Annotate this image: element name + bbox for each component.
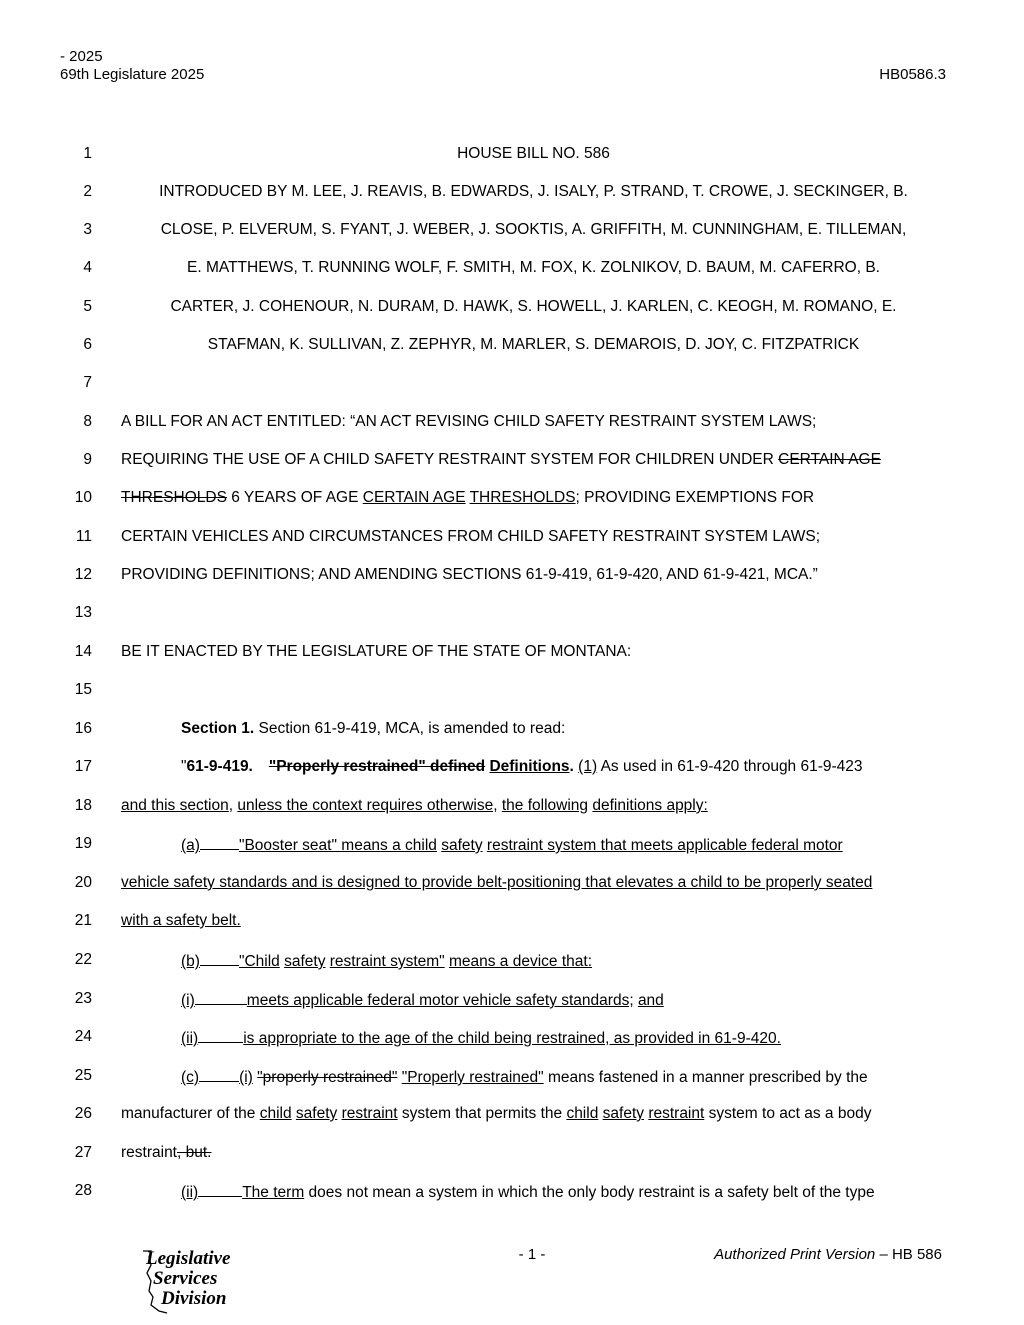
statute-text <box>121 948 946 974</box>
text-run: REQUIRING THE USE OF A CHILD SAFETY RESTRAINT SYSTEM FOR CHILDREN UNDER <box>121 451 779 468</box>
act-title-text: A BILL FOR AN ACT ENTITLED: “AN ACT REVISING CHILD SAFETY RESTRAINT SYSTEM LAWS; <box>121 413 817 430</box>
inserted-text: safety <box>441 837 483 854</box>
line-number: 9 <box>83 451 92 468</box>
act-title-text <box>121 486 946 510</box>
inserted-text: restraint system" <box>329 953 445 970</box>
line-number: 10 <box>74 489 92 506</box>
text-run: does not mean a system in which the only body restraint is a safety belt of the type <box>304 1184 875 1201</box>
line-number: 5 <box>83 298 92 315</box>
line-number: 22 <box>74 951 92 968</box>
line-number: 7 <box>83 374 92 391</box>
text-run: . <box>569 758 574 775</box>
page-number: - 1 - <box>518 1246 546 1263</box>
inserted-text: Definitions <box>489 758 570 775</box>
inserted-text: (a) <box>181 837 200 854</box>
struck-text: "properly restrained" <box>257 1069 398 1086</box>
line-21 <box>0 909 1024 933</box>
line-27 <box>0 1141 1024 1165</box>
sponsors-line: E. MATTHEWS, T. RUNNING WOLF, F. SMITH, M. FOX, K. ZOLNIKOV, D. BAUM, M. CAFERRO, B. <box>187 259 880 276</box>
line-number: 12 <box>74 566 92 583</box>
line-number: 19 <box>74 835 92 852</box>
inserted-text: and this section <box>121 797 229 814</box>
line-number: 3 <box>83 221 92 238</box>
line-9 <box>0 448 1024 472</box>
inserted-text: (c) <box>181 1069 200 1086</box>
authorized-print-version <box>714 1246 942 1264</box>
inserted-text: with a safety belt. <box>121 912 241 929</box>
text-run: system that permits the <box>397 1105 567 1122</box>
inserted-text: restraint <box>648 1105 705 1122</box>
inserted-text: vehicle safety standards and is designed to provide belt-positioning that elevates a child to be properly seated <box>121 874 873 891</box>
line-17 <box>0 755 1024 779</box>
struck-text: CERTAIN AGE <box>778 451 881 468</box>
statute-text <box>121 1179 946 1205</box>
inserted-text: unless the context requires otherwise, <box>237 797 498 814</box>
statute-text <box>121 1025 946 1051</box>
section-heading <box>121 717 946 741</box>
line-number: 26 <box>74 1105 92 1122</box>
inserted-text: (ii) <box>181 1030 199 1047</box>
act-title-text: CERTAIN VEHICLES AND CIRCUMSTANCES FROM CHILD SAFETY RESTRAINT SYSTEM LAWS; <box>121 528 821 545</box>
line-number: 14 <box>74 643 92 660</box>
statute-text <box>121 1064 946 1090</box>
line-number: 27 <box>74 1144 92 1161</box>
logo-line-1: Legislative <box>146 1248 231 1269</box>
line-5 <box>0 295 1024 319</box>
inserted-text: is appropriate to the age of the child being restrained, as provided in 61-9-420. <box>243 1030 781 1047</box>
statute-number: 61-9-419. <box>186 758 253 775</box>
line-number: 21 <box>74 912 92 929</box>
act-title-text <box>121 448 946 472</box>
inserted-text: child <box>259 1105 292 1122</box>
inserted-text: safety <box>295 1105 338 1122</box>
text-run: manufacturer of the <box>121 1105 260 1122</box>
bill-short-code: – HB 586 <box>875 1246 942 1263</box>
line-number: 11 <box>75 528 92 545</box>
text-run: ; PROVIDING EXEMPTIONS FOR <box>575 489 815 506</box>
line-3 <box>0 218 1024 242</box>
line-20 <box>0 871 1024 895</box>
header-bill-code: HB0586.3 <box>879 66 946 83</box>
line-28 <box>0 1179 1024 1203</box>
line-number: 15 <box>74 681 92 698</box>
line-number: 20 <box>74 874 92 891</box>
line-number: 28 <box>74 1182 92 1199</box>
line-10 <box>0 486 1024 510</box>
line-18 <box>0 794 1024 818</box>
act-title-text: PROVIDING DEFINITIONS; AND AMENDING SECTIONS 61-9-419, 61-9-420, AND 61-9-421, MCA.” <box>121 566 818 583</box>
line-13 <box>0 601 1024 625</box>
struck-text: THRESHOLDS <box>121 489 227 506</box>
legislative-services-logo <box>137 1247 247 1315</box>
statute-text <box>121 987 946 1013</box>
inserted-text: restraint <box>341 1105 398 1122</box>
header-legislature: 69th Legislature 2025 <box>60 66 205 83</box>
line-2 <box>0 180 1024 204</box>
inserted-text: safety <box>284 953 326 970</box>
line-24 <box>0 1025 1024 1049</box>
sponsors-line: STAFMAN, K. SULLIVAN, Z. ZEPHYR, M. MARLER, S. DEMAROIS, D. JOY, C. FITZPATRICK <box>207 336 860 353</box>
text-run: Section 61-9-419, MCA, is amended to read: <box>254 720 566 737</box>
line-6 <box>0 333 1024 357</box>
text-run: restraint <box>121 1144 177 1161</box>
inserted-text: THRESHOLDS <box>469 489 576 506</box>
inserted-text: and <box>637 992 664 1009</box>
text-run: system to act as a body <box>704 1105 872 1122</box>
inserted-text: restraint system that meets applicable federal motor <box>486 837 843 854</box>
struck-text: , but. <box>177 1144 212 1161</box>
line-number: 8 <box>83 413 92 430</box>
inserted-text: "Properly restrained" <box>401 1069 544 1086</box>
logo-line-2: Services <box>153 1268 218 1289</box>
authorized-label: Authorized Print Version <box>714 1246 876 1263</box>
sponsors-line: CLOSE, P. ELVERUM, S. FYANT, J. WEBER, J. SOOKTIS, A. GRIFFITH, M. CUNNINGHAM, E. TILLEMAN, <box>160 221 907 238</box>
inserted-text: child <box>566 1105 599 1122</box>
statute-text <box>121 1102 946 1126</box>
line-26 <box>0 1102 1024 1126</box>
statute-text <box>121 832 946 858</box>
inserted-text: "Booster seat" means a child <box>238 837 437 854</box>
sponsors-line: INTRODUCED BY M. LEE, J. REAVIS, B. EDWARDS, J. ISALY, P. STRAND, T. CROWE, J. SECKINGER, B. <box>159 183 908 200</box>
inserted-text: (b) <box>181 953 200 970</box>
inserted-text: The term <box>242 1184 305 1201</box>
inserted-text: CERTAIN AGE <box>362 489 466 506</box>
section-label: Section 1. <box>181 720 255 737</box>
statute-heading <box>121 755 946 779</box>
line-number: 24 <box>74 1028 92 1045</box>
line-number: 1 <box>83 145 92 162</box>
statute-text <box>121 909 946 933</box>
line-11 <box>0 525 1024 549</box>
line-number: 6 <box>83 336 92 353</box>
inserted-text: (i) <box>181 992 195 1009</box>
line-number: 17 <box>74 758 92 775</box>
statute-text <box>121 1141 946 1165</box>
line-number: 23 <box>74 990 92 1007</box>
enacting-clause: BE IT ENACTED BY THE LEGISLATURE OF THE STATE OF MONTANA: <box>121 643 632 660</box>
inserted-text: "Child <box>238 953 280 970</box>
header-year: - 2025 <box>60 48 103 65</box>
inserted-text: the following <box>501 797 589 814</box>
line-14 <box>0 640 1024 664</box>
line-number: 25 <box>74 1067 92 1084</box>
inserted-text: definitions apply: <box>592 797 708 814</box>
line-number: 13 <box>74 604 92 621</box>
inserted-text: means a device that: <box>448 953 592 970</box>
line-4 <box>0 256 1024 280</box>
statute-text <box>121 794 946 818</box>
text-run: , <box>228 797 238 814</box>
line-8 <box>0 410 1024 434</box>
text-run: means fastened in a manner prescribed by the <box>543 1069 868 1086</box>
line-25 <box>0 1064 1024 1088</box>
line-number: 16 <box>74 720 92 737</box>
line-12 <box>0 563 1024 587</box>
line-15 <box>0 678 1024 702</box>
line-1 <box>0 142 1024 166</box>
sponsors-line: CARTER, J. COHENOUR, N. DURAM, D. HAWK, S. HOWELL, J. KARLEN, C. KEOGH, M. ROMANO, E. <box>170 298 897 315</box>
inserted-text: meets applicable federal motor vehicle safety standards; <box>246 992 634 1009</box>
inserted-text: (i) <box>239 1069 253 1086</box>
inserted-text: (ii) <box>181 1184 199 1201</box>
line-7 <box>0 371 1024 395</box>
line-23 <box>0 987 1024 1011</box>
line-22 <box>0 948 1024 972</box>
inserted-text: (1) <box>578 758 598 775</box>
text-run: " <box>181 758 187 775</box>
line-number: 18 <box>74 797 92 814</box>
logo-line-3: Division <box>161 1288 227 1309</box>
bill-title: HOUSE BILL NO. 586 <box>457 145 610 162</box>
text-run: As used in 61-9-420 through 61-9-423 <box>597 758 863 775</box>
line-16 <box>0 717 1024 741</box>
line-number: 2 <box>83 183 92 200</box>
line-19 <box>0 832 1024 856</box>
inserted-text: safety <box>602 1105 644 1122</box>
text-run: 6 YEARS OF AGE <box>226 489 363 506</box>
line-number: 4 <box>83 259 92 276</box>
struck-text: "Properly restrained" defined <box>268 758 486 775</box>
